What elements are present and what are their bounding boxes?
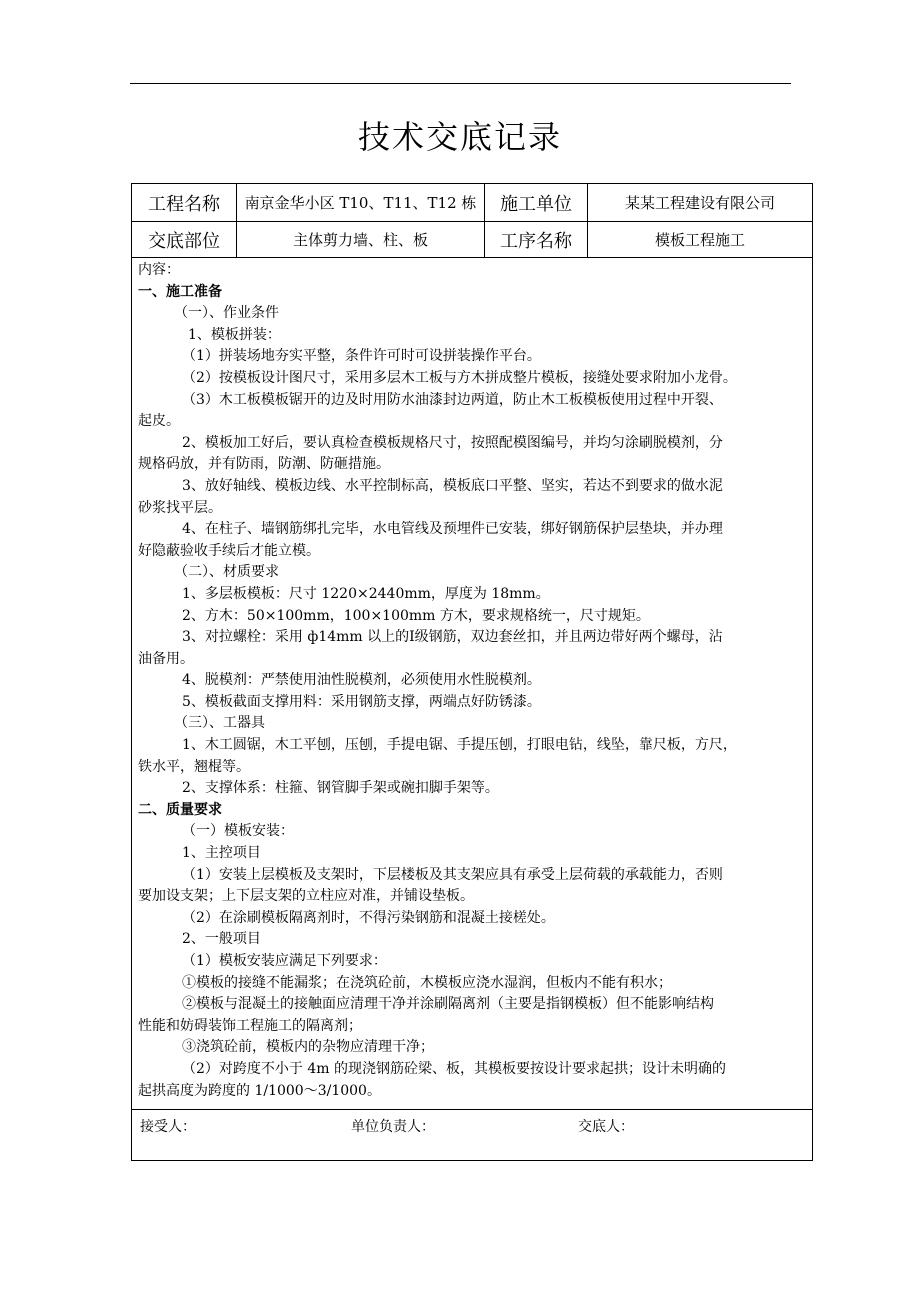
content-line: （1）模板安装应满足下列要求： (182, 953, 387, 969)
section-heading: 一、施工准备 (138, 283, 222, 300)
content-line: 油备用。 (138, 650, 194, 667)
process-value: 模板工程施工 (654, 231, 745, 249)
content-line: 1、木工圆锯，木工平刨，压刨，手提电锯、手提压刨，打眼电钻，线坠，靠尺板，方尺， (182, 737, 737, 754)
header-row-2 (132, 222, 812, 258)
content-line: （1）拼装场地夯实平整，条件许可时可设拼装操作平台。 (182, 348, 541, 365)
header-rule (130, 83, 791, 84)
content-line: 3、对拉螺栓：采用 ф14mm 以上的Ⅰ级钢筋，双边套丝扣，并且两边带好两个螺母，沾 (182, 629, 723, 646)
content-line: 规格码放，并有防雨，防潮、防砸措施。 (138, 456, 390, 473)
content-line: ③浇筑砼前，模板内的杂物应清理干净； (182, 1039, 434, 1056)
unit-head-label: 单位负责人： (351, 1119, 435, 1135)
content-line: 2、模板加工好后，要认真检查模板规格尺寸，按照配模图编号，并均匀涂刷脱模剂，分 (182, 434, 723, 451)
content-line: （2）对跨度不小于 4m 的现浇钢筋砼梁、板，其模板要按设计要求起拱；设计未明确的 (182, 1060, 726, 1077)
content-line: 1、主控项目 (182, 845, 261, 862)
content-line: 1、多层板模板：尺寸 1220×2440mm，厚度为 18mm。 (182, 585, 550, 602)
record-table (131, 183, 813, 1161)
content-line: 铁水平，翘棍等。 (138, 758, 250, 775)
section-heading: 二、质量要求 (138, 801, 222, 818)
content-line: 2、一般项目 (182, 931, 261, 948)
content-line: 要加设支架；上下层支架的立柱应对准，并铺设垫板。 (138, 888, 474, 905)
content-line: 好隐蔽验收手续后才能立模。 (138, 542, 320, 559)
content-body (132, 258, 812, 1110)
content-line: ②模板与混凝土的接触面应清理干净并涂刷隔离剂（主要是指钢模板）但不能影响结构 (182, 996, 714, 1013)
content-line: 起拱高度为跨度的 1/1000～3/1000。 (138, 1082, 381, 1099)
subsection-heading: （一）模板安装： (182, 823, 294, 840)
content-line: （3）木工板模板锯开的边及时用防水油漆封边两道，防止木工板模板使用过程中开裂、 (182, 391, 723, 408)
receiver-label: 接受人： (140, 1119, 196, 1135)
project-name-label: 工程名称 (132, 184, 237, 221)
content-label: 内容： (138, 262, 180, 278)
content-line: 3、放好轴线、模板边线、水平控制标高，模板底口平整、坚实，若达不到要求的做水泥 (182, 477, 723, 494)
content-line: 起皮。 (138, 413, 180, 430)
discloser-label: 交底人： (578, 1119, 634, 1135)
content-line: （2）在涂刷模板隔离剂时，不得污染钢筋和混凝土接槎处。 (182, 909, 555, 926)
content-line: 2、方木：50×100mm，100×100mm 方木，要求规格统一，尺寸规矩。 (182, 607, 650, 624)
project-name-value: 南京金华小区 T10、T11、T12 栋 (237, 184, 485, 221)
content-line: 1、模板拼装： (188, 326, 281, 343)
content-line: 2、支撑体系：柱箍、钢管脚手架或碗扣脚手架等。 (182, 780, 499, 797)
header-row-1 (132, 184, 812, 222)
subsection-heading: （二）、材质要求 (174, 564, 279, 581)
page-title: 技术交底记录 (357, 118, 562, 156)
content-line: 4、在柱子、墙钢筋绑扎完毕，水电管线及预埋件已安装，绑好钢筋保护层垫块，并办理 (182, 521, 723, 538)
process-label: 工序名称 (485, 222, 588, 257)
contractor-label: 施工单位 (485, 184, 588, 221)
content-line: 砂浆找平层。 (138, 499, 222, 516)
content-line: 5、模板截面支撑用料：采用钢筋支撑，两端点好防锈漆。 (182, 693, 541, 710)
content-line: 性能和妨碍装饰工程施工的隔离剂； (138, 1017, 362, 1034)
location-label: 交底部位 (132, 222, 237, 257)
contractor-value: 某某工程建设有限公司 (624, 194, 775, 212)
content-line: 4、脱模剂：严禁使用油性脱模剂，必须使用水性脱模剂。 (182, 672, 541, 689)
content-line: ①模板的接缝不能漏浆；在浇筑砼前，木模板应浇水湿润，但板内不能有积水； (182, 974, 672, 991)
content-line: （2）按模板设计图尺寸，采用多层木工板与方木拼成整片模板，接缝处要求附加小龙骨。 (182, 369, 737, 386)
content-line: （1）安装上层模板及支架时，下层楼板及其支架应具有承受上层荷载的承载能力，否则 (182, 866, 723, 883)
subsection-heading: （一）、作业条件 (174, 305, 279, 322)
subsection-heading: （三）、工器具 (174, 715, 265, 732)
location-value: 主体剪力墙、柱、板 (237, 222, 485, 257)
